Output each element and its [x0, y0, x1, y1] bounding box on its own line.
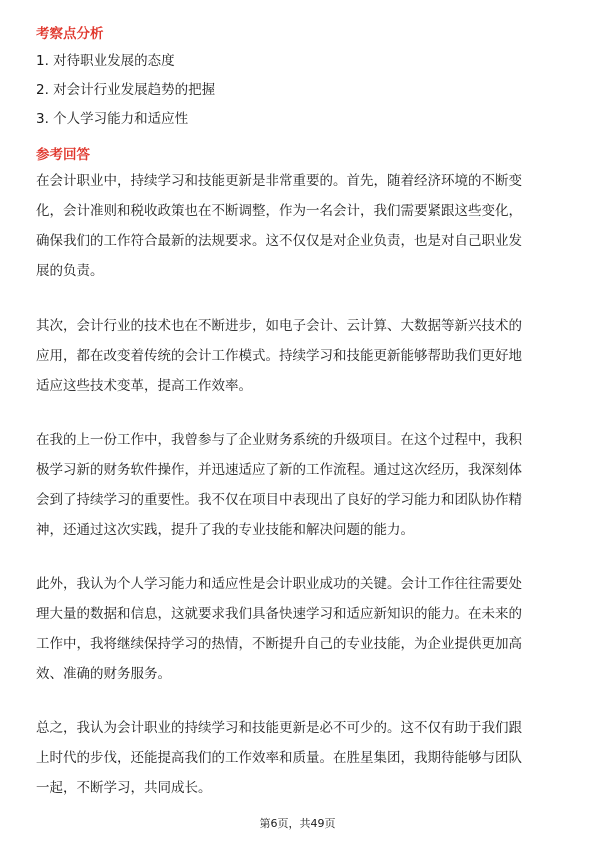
- answer-line: 会到了持续学习的重要性。我不仅在项目中表现出了良好的学习能力和团队协作精: [36, 492, 522, 508]
- answer-line: 应用，都在改变着传统的会计工作模式。持续学习和技能更新能够帮助我们更好地: [36, 348, 522, 364]
- answer-line: 展的负责。: [36, 263, 104, 279]
- analysis-item-2: 2. 对会计行业发展趋势的把握: [36, 82, 216, 98]
- analysis-heading: 考察点分析: [36, 26, 104, 42]
- analysis-item-3: 3. 个人学习能力和适应性: [36, 111, 189, 127]
- answer-line: 理大量的数据和信息，这就要求我们具备快速学习和适应新知识的能力。在未来的: [36, 606, 522, 622]
- answer-line: 此外，我认为个人学习能力和适应性是会计职业成功的关键。会计工作往往需要处: [36, 576, 522, 592]
- answer-line: 确保我们的工作符合最新的法规要求。这不仅仅是对企业负责，也是对自己职业发: [36, 233, 522, 249]
- answer-line: 工作中，我将继续保持学习的热情，不断提升自己的专业技能，为企业提供更加高: [36, 636, 522, 652]
- answer-line: 总之，我认为会计职业的持续学习和技能更新是必不可少的。这不仅有助于我们跟: [36, 720, 522, 736]
- answer-line: 神，还通过这次实践，提升了我的专业技能和解决问题的能力。: [36, 522, 414, 538]
- answer-line: 化，会计准则和税收政策也在不断调整，作为一名会计，我们需要紧跟这些变化，: [36, 203, 522, 219]
- answer-heading: 参考回答: [36, 147, 90, 163]
- answer-line: 极学习新的财务软件操作，并迅速适应了新的工作流程。通过这次经历，我深刻体: [36, 462, 522, 478]
- page-number-footer: 第6页，共49页: [259, 817, 336, 830]
- analysis-item-1: 1. 对待职业发展的态度: [36, 53, 175, 69]
- answer-line: 在会计职业中，持续学习和技能更新是非常重要的。首先，随着经济环境的不断变: [36, 173, 522, 189]
- answer-line: 效、准确的财务服务。: [36, 666, 171, 682]
- answer-line: 在我的上一份工作中，我曾参与了企业财务系统的升级项目。在这个过程中，我积: [36, 432, 522, 448]
- answer-line: 上时代的步伐，还能提高我们的工作效率和质量。在胜星集团，我期待能够与团队: [36, 750, 522, 766]
- answer-line: 其次，会计行业的技术也在不断进步，如电子会计、云计算、大数据等新兴技术的: [36, 318, 522, 334]
- answer-line: 适应这些技术变革，提高工作效率。: [36, 378, 252, 394]
- answer-line: 一起，不断学习，共同成长。: [36, 780, 212, 796]
